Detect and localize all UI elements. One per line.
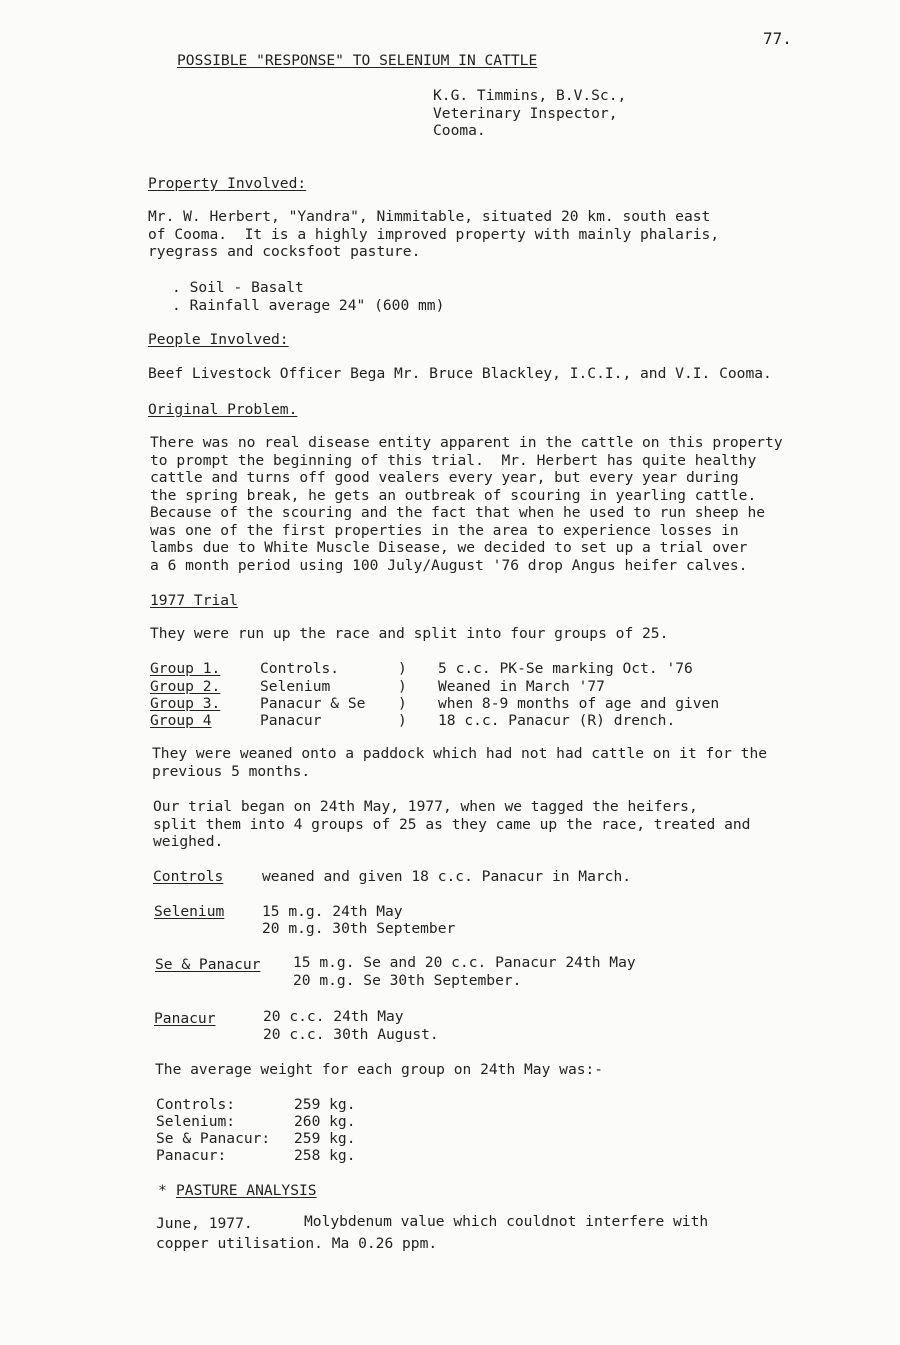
group-label: Group 2. xyxy=(150,678,221,695)
problem-line: the spring break, he gets an outbreak of scouring in yearling cattle. xyxy=(150,486,757,504)
property-text xyxy=(148,208,719,261)
weight-label: Se & Panacur: xyxy=(156,1130,271,1147)
treatment-label: Controls xyxy=(153,868,224,885)
problem-heading: Original Problem. xyxy=(148,401,298,418)
problem-line: cattle and turns off good vealers every year, but every year during xyxy=(150,469,739,486)
group-bracket: ) xyxy=(398,712,407,729)
group-bracket: ) xyxy=(398,660,407,677)
property-heading: Property Involved: xyxy=(148,175,307,192)
bullet-rainfall: . Rainfall average 24" (600 mm) xyxy=(172,296,445,314)
people-text: Beef Livestock Officer Bega Mr. Bruce Blackley, I.C.I., and V.I. Cooma. xyxy=(148,365,772,382)
pasture-date: June, 1977. xyxy=(156,1215,253,1232)
problem-line: lambs due to White Muscle Disease, we decided to set up a trial over xyxy=(150,539,748,556)
group-note: 18 c.c. Panacur (R) drench. xyxy=(438,712,676,729)
pasture-text: Molybdenum value which couldnot interfere with xyxy=(304,1213,709,1230)
problem-text xyxy=(150,434,783,574)
property-line: Mr. W. Herbert, "Yandra", Nimmitable, situated 20 km. south east xyxy=(148,208,711,225)
trial-intro: They were run up the race and split into four groups of 25. xyxy=(150,625,669,642)
treatment-line: 20 m.g. Se 30th September. xyxy=(293,972,522,989)
author-name: K.G. Timmins, B.V.Sc., xyxy=(433,87,627,104)
author-block xyxy=(433,87,626,140)
people-heading: People Involved: xyxy=(148,331,289,348)
treatment-line: 20 c.c. 24th May xyxy=(263,1008,404,1025)
problem-line: to prompt the beginning of this trial. Mr. Herbert has quite healthy xyxy=(150,451,757,469)
began-line: weighed. xyxy=(153,833,224,850)
trial-began-text xyxy=(153,798,750,851)
property-bullets xyxy=(172,279,444,314)
weight-value: 258 kg. xyxy=(294,1147,356,1164)
group-bracket: ) xyxy=(398,678,407,695)
treatment-line: 20 c.c. 30th August. xyxy=(263,1026,439,1043)
weights-intro: The average weight for each group on 24th May was:- xyxy=(155,1061,604,1078)
group-label: Group 4 xyxy=(150,712,212,729)
bullet-soil: . Soil - Basalt xyxy=(172,279,304,296)
group-name: Panacur xyxy=(260,712,322,729)
problem-line: a 6 month period using 100 July/August '76 drop Angus heifer calves. xyxy=(150,556,748,574)
weight-value: 260 kg. xyxy=(294,1113,356,1130)
began-line: Our trial began on 24th May, 1977, when we tagged the heifers, xyxy=(153,798,698,815)
pasture-heading: PASTURE ANALYSIS xyxy=(176,1182,317,1199)
treatment-label: Se & Panacur xyxy=(155,956,261,973)
treatment-line: weaned and given 18 c.c. Panacur in March. xyxy=(262,868,632,885)
document-title: POSSIBLE "RESPONSE" TO SELENIUM IN CATTLE xyxy=(177,52,538,69)
pasture-text-line2: copper utilisation. Ma 0.26 ppm. xyxy=(156,1235,438,1252)
weight-value: 259 kg. xyxy=(294,1130,356,1147)
group-note: when 8-9 months of age and given xyxy=(438,695,720,712)
pasture-star: * xyxy=(158,1182,167,1199)
began-line: split them into 4 groups of 25 as they came up the race, treated and xyxy=(153,815,751,833)
author-location: Cooma. xyxy=(433,122,486,139)
problem-line: was one of the first properties in the area to experience losses in xyxy=(150,521,739,539)
problem-line: Because of the scouring and the fact that when he used to run sheep he xyxy=(150,504,766,521)
treatment-line: 20 m.g. 30th September xyxy=(262,920,456,937)
weight-label: Panacur: xyxy=(156,1147,227,1164)
weaned-line: They were weaned onto a paddock which had not had cattle on it for the xyxy=(152,745,768,762)
weight-label: Controls: xyxy=(156,1096,236,1113)
problem-line: There was no real disease entity apparent in the cattle on this property xyxy=(150,434,783,451)
weight-label: Selenium: xyxy=(156,1113,236,1130)
group-bracket: ) xyxy=(398,695,407,712)
treatment-line: 15 m.g. Se and 20 c.c. Panacur 24th May xyxy=(293,954,636,971)
property-line: of Cooma. It is a highly improved property with mainly phalaris, xyxy=(148,225,720,243)
weaned-line: previous 5 months. xyxy=(152,762,311,780)
group-name: Selenium xyxy=(260,678,331,695)
weight-value: 259 kg. xyxy=(294,1096,356,1113)
author-role: Veterinary Inspector, xyxy=(433,104,618,122)
property-line: ryegrass and cocksfoot pasture. xyxy=(148,243,421,260)
group-label: Group 1. xyxy=(150,660,221,677)
group-note: 5 c.c. PK-Se marking Oct. '76 xyxy=(438,660,693,677)
treatment-line: 15 m.g. 24th May xyxy=(262,903,403,920)
trial-heading: 1977 Trial xyxy=(150,592,238,609)
group-label: Group 3. xyxy=(150,695,221,712)
treatment-label: Selenium xyxy=(154,903,225,920)
group-name: Controls. xyxy=(260,660,340,677)
treatment-label: Panacur xyxy=(154,1010,216,1027)
group-note: Weaned in March '77 xyxy=(438,678,605,695)
page-number: 77. xyxy=(763,29,792,48)
group-name: Panacur & Se xyxy=(260,695,366,712)
weaned-text xyxy=(152,745,767,780)
